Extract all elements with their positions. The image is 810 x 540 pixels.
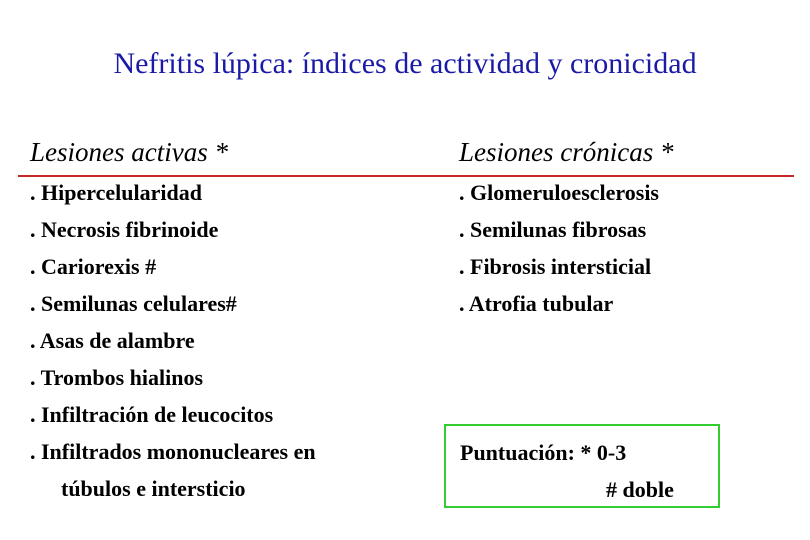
- scoring-range: Puntuación: * 0-3: [460, 440, 627, 465]
- list-item: . Trombos hialinos: [30, 365, 204, 390]
- chronic-lesions-list: [459, 174, 659, 322]
- list-item: . Semilunas fibrosas: [459, 217, 647, 242]
- list-item: . Semilunas celulares#: [30, 291, 237, 316]
- list-item: . Asas de alambre: [30, 328, 195, 353]
- list-item: . Glomeruloesclerosis: [459, 180, 659, 205]
- slide-title: Nefritis lúpica: índices de actividad y cronicidad: [113, 47, 697, 80]
- active-lesions-header: Lesiones activas *: [30, 137, 228, 167]
- list-item: . Cariorexis #: [30, 254, 157, 279]
- list-item: . Atrofia tubular: [459, 291, 614, 316]
- list-item: . Hipercelularidad: [30, 180, 202, 205]
- scoring-box: [444, 424, 720, 508]
- scoring-double: # doble: [606, 477, 674, 502]
- list-item: . Fibrosis intersticial: [459, 254, 652, 279]
- list-item: . Infiltración de leucocitos: [30, 402, 274, 427]
- list-item: . Necrosis fibrinoide: [30, 217, 219, 242]
- list-item: . Infiltrados mononucleares en: [30, 439, 316, 464]
- list-item-continuation: túbulos e intersticio: [61, 476, 246, 501]
- active-lesions-list: [30, 174, 316, 507]
- chronic-lesions-header: Lesiones crónicas *: [459, 137, 674, 167]
